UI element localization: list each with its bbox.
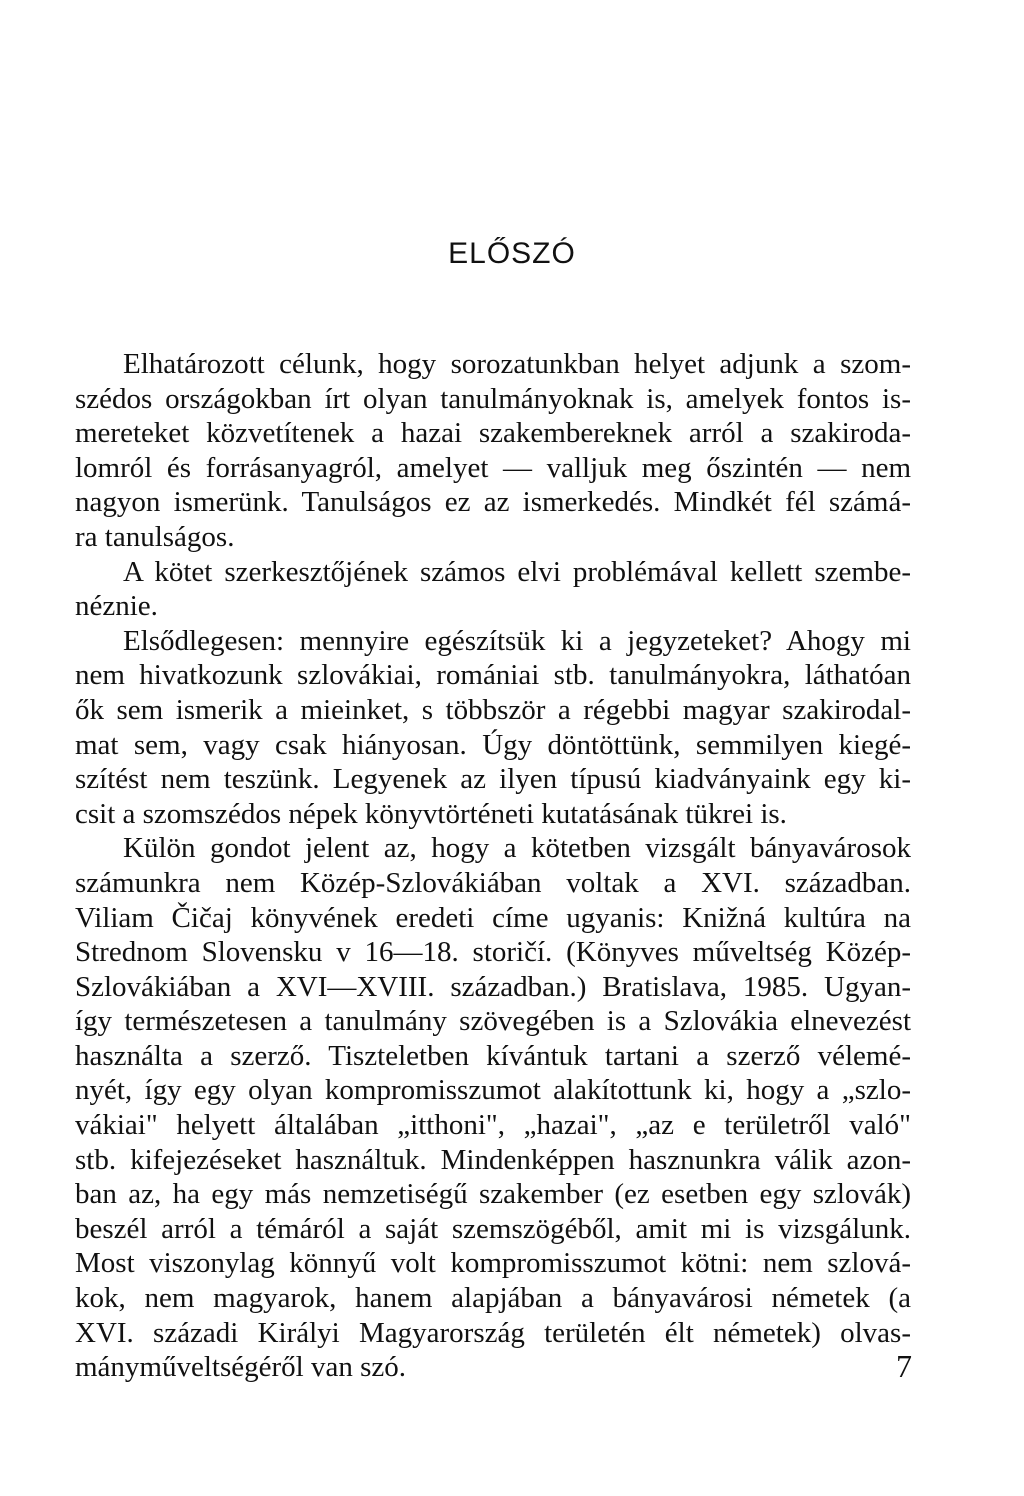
text-line: Szlovákiában a XVI—XVIII. században.) Bratislava, 1985. Ugyan-: [75, 970, 911, 1003]
text-line: nagyon ismerünk. Tanulságos ez az ismerkedés. Mindkét fél számá-: [75, 486, 911, 519]
text-line: mereteket közvetítenek a hazai szakembereknek arról a szakiroda-: [75, 417, 911, 450]
text-line: így természetesen a tanulmány szövegében is a Szlovákia elnevezést: [75, 1005, 911, 1038]
text-line: ők sem ismerik a mieinket, s többször a régebbi magyar szakirodal-: [75, 693, 911, 726]
text-line: kok, nem magyarok, hanem alapjában a bányavárosi németek (a: [75, 1282, 911, 1315]
text-line: stb. kifejezéseket használtuk. Mindenképpen hasznunkra válik azon-: [75, 1143, 911, 1176]
page-number: 7: [896, 1348, 912, 1384]
text-line: Külön gondot jelent az, hogy a kötetben vizsgált bányavárosok: [123, 832, 911, 865]
text-line: Elhatározott célunk, hogy sorozatunkban helyet adjunk a szom-: [123, 348, 911, 380]
text-line: vákiai" helyett általában „itthoni", „hazai", „az e területről való": [75, 1109, 911, 1142]
text-line: mányműveltségéről van szó.: [75, 1351, 406, 1384]
text-line: ban az, ha egy más nemzetiségű szakember (ez esetben egy szlovák): [75, 1178, 911, 1211]
text-line: nem hivatkozunk szlovákiai, romániai stb. tanulmányokra, láthatóan: [75, 659, 911, 692]
text-line: néznie.: [75, 590, 158, 623]
text-line: Strednom Slovensku v 16—18. storičí. (Könyves műveltség Közép-: [75, 936, 911, 969]
text-line: XVI. századi Királyi Magyarország területén élt németek) olvas-: [75, 1316, 911, 1349]
text-line: A kötet szerkesztőjének számos elvi problémával kellett szembe-: [123, 555, 911, 588]
page-title: ELŐSZÓ: [448, 237, 576, 270]
text-line: szítést nem teszünk. Legyenek az ilyen típusú kiadványaink egy ki-: [75, 763, 911, 796]
text-line: Viliam Čičaj könyvének eredeti címe ugyanis: Knižná kultúra na: [75, 901, 911, 934]
text-line: Elsődlegesen: mennyire egészítsük ki a jegyzeteket? Ahogy mi: [123, 624, 911, 657]
text-line: használta a szerző. Tiszteletben kívántuk tartani a szerző vélemé-: [75, 1039, 911, 1072]
text-line: lomról és forrásanyagról, amelyet — valljuk meg őszintén — nem: [75, 451, 911, 484]
text-line: mat sem, vagy csak hiányosan. Úgy döntöttünk, semmilyen kiegé-: [75, 728, 911, 761]
preface-body: [75, 347, 911, 1385]
text-line: csit a szomszédos népek könyvtörténeti kutatásának tükrei is.: [75, 797, 787, 830]
text-line: szédos országokban írt olyan tanulmányoknak is, amelyek fontos is-: [75, 382, 911, 415]
text-line: ra tanulságos.: [75, 520, 235, 553]
text-line: Most viszonylag könnyű volt kompromisszumot kötni: nem szlová-: [75, 1247, 911, 1280]
text-line: számunkra nem Közép-Szlovákiában voltak a XVI. században.: [75, 866, 911, 899]
text-line: nyét, így egy olyan kompromisszumot alakítottunk ki, hogy a „szlo-: [75, 1074, 911, 1107]
text-line: beszél arról a témáról a saját szemszögéből, amit mi is vizsgálunk.: [75, 1212, 911, 1245]
